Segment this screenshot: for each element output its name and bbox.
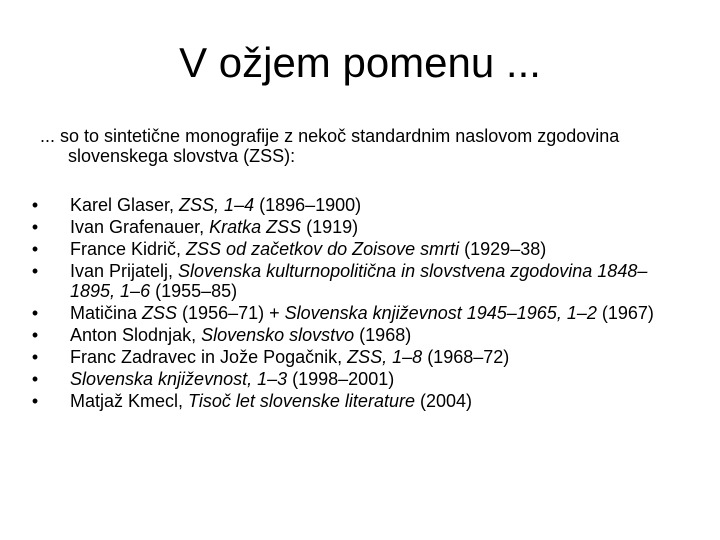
list-item-text <box>70 217 358 237</box>
italic-title: Slovenska književnost 1945–1965, 1–2 <box>284 303 597 323</box>
italic-title: ZSS, 1–8 <box>347 347 423 367</box>
text-run: Ivan Grafenauer, <box>70 217 210 237</box>
italic-title: ZSS <box>142 303 178 323</box>
text-run: (2004) <box>414 391 473 411</box>
list-item-text <box>70 239 546 259</box>
text-run: Anton Slodnjak, <box>70 325 202 345</box>
text-run: Matjaž Kmecl, <box>70 391 189 411</box>
italic-title: Slovensko slovstvo <box>201 325 355 345</box>
bullet-marker: • <box>31 391 39 411</box>
list-item <box>28 369 688 389</box>
text-run: (1955–85) <box>150 281 238 301</box>
list-item-text <box>70 369 394 389</box>
text-run: France Kidrič, <box>70 239 187 259</box>
list-item <box>28 217 688 237</box>
list-item-text <box>70 303 654 323</box>
text-run: Matičina <box>70 303 143 323</box>
intro-text: ... so to sintetične monografije z nekoč standardnim naslovom zgodovina slovenskega slovstva (ZSS): <box>40 126 620 166</box>
italic-title: Slovenska kulturnopolitična in slovstvena zgodovina 1848–1895, 1–6 <box>70 261 648 301</box>
text-run: (1968) <box>354 325 412 345</box>
list-item <box>28 261 688 301</box>
slide-title: V ožjem pomenu ... <box>179 39 541 86</box>
bullet-marker: • <box>31 217 39 237</box>
list-item-text <box>70 391 472 411</box>
list-item-text <box>70 347 509 367</box>
text-run: (1929–38) <box>459 239 547 259</box>
list-item <box>28 325 688 345</box>
italic-title: Slovenska književnost, 1–3 <box>70 369 288 389</box>
list-item <box>28 391 688 411</box>
bullet-marker: • <box>31 261 39 281</box>
text-run: (1968–72) <box>422 347 510 367</box>
list-item-text <box>70 195 361 215</box>
list-item <box>28 239 688 259</box>
italic-title: Tisoč let slovenske literature <box>188 391 415 411</box>
bullet-marker: • <box>31 347 39 367</box>
list-item-text <box>70 261 647 301</box>
italic-title: ZSS, 1–4 <box>179 195 255 215</box>
text-run: (1998–2001) <box>287 369 395 389</box>
list-item <box>28 347 688 367</box>
bullet-marker: • <box>31 239 39 259</box>
bullet-marker: • <box>31 303 39 323</box>
text-run: Ivan Prijatelj, <box>70 261 179 281</box>
text-run: (1896–1900) <box>254 195 362 215</box>
text-run: (1919) <box>301 217 359 237</box>
text-run: Franc Zadravec in Jože Pogačnik, <box>70 347 348 367</box>
bullet-list <box>28 195 688 413</box>
italic-title: Kratka ZSS <box>209 217 302 237</box>
bullet-marker: • <box>31 325 39 345</box>
list-item <box>28 195 688 215</box>
list-item-text <box>70 325 411 345</box>
italic-title: ZSS od začetkov do Zoisove smrti <box>186 239 460 259</box>
text-run: Karel Glaser, <box>70 195 180 215</box>
text-run: (1956–71) + <box>177 303 285 323</box>
bullet-marker: • <box>31 195 39 215</box>
text-run: (1967) <box>596 303 654 323</box>
list-item <box>28 303 688 323</box>
bullet-marker: • <box>31 369 39 389</box>
